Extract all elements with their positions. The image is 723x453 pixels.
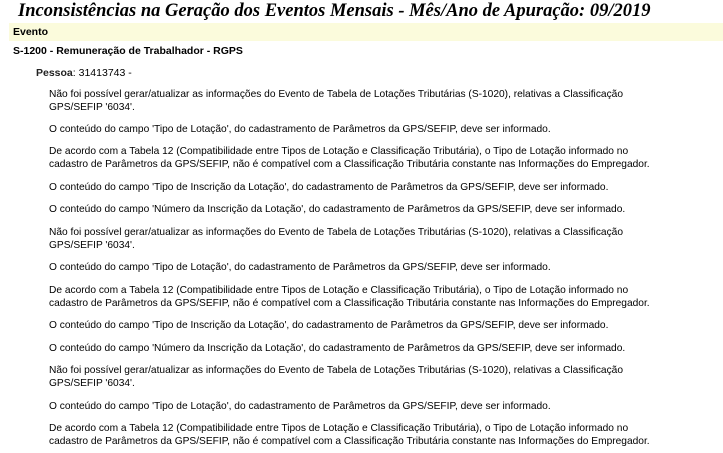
message-line: O conteúdo do campo 'Número da Inscrição da Lotação', do cadastramento de Parâmetros da GPS/SEFIP, deve ser informado. bbox=[49, 204, 626, 215]
message-line: Não foi possível gerar/atualizar as informações do Evento de Tabela de Lotações Tributárias (S-1020), relativas a Classificação bbox=[49, 89, 624, 100]
report-title: Inconsistências na Geração dos Eventos Mensais - Mês/Ano de Apuração: 09/2019 bbox=[18, 1, 651, 21]
pessoa-label: Pessoa bbox=[36, 67, 73, 79]
column-header: Evento bbox=[9, 23, 723, 41]
message-line: De acordo com a Tabela 12 (Compatibilidade entre Tipos de Lotação e Classificação Tributária), o Tipo de Lotação informado no bbox=[49, 423, 629, 434]
message-4 bbox=[49, 182, 714, 195]
event-title: S-1200 - Remuneração de Trabalhador - RGPS bbox=[13, 45, 243, 57]
message-13 bbox=[49, 423, 714, 448]
message-line: Não foi possível gerar/atualizar as informações do Evento de Tabela de Lotações Tributárias (S-1020), relativas a Classificação bbox=[49, 227, 624, 238]
message-line: O conteúdo do campo 'Tipo de Lotação', do cadastramento de Parâmetros da GPS/SEFIP, deve ser informado. bbox=[49, 401, 551, 412]
message-line: GPS/SEFIP '6034'. bbox=[49, 101, 135, 113]
message-line: GPS/SEFIP '6034'. bbox=[49, 239, 135, 251]
message-6 bbox=[49, 227, 714, 252]
message-8 bbox=[49, 285, 714, 310]
message-line: O conteúdo do campo 'Tipo de Inscrição da Lotação', do cadastramento de Parâmetros da GPS/SEFIP, deve ser informado. bbox=[49, 320, 609, 331]
message-line: Não foi possível gerar/atualizar as informações do Evento de Tabela de Lotações Tributárias (S-1020), relativas a Classificação bbox=[49, 365, 624, 376]
message-line: De acordo com a Tabela 12 (Compatibilidade entre Tipos de Lotação e Classificação Tributária), o Tipo de Lotação informado no bbox=[49, 146, 629, 157]
message-line: cadastro de Parâmetros da GPS/SEFIP, não é compatível com a Classificação Tributária constante nas Informações do Empregador. bbox=[49, 158, 650, 170]
message-7 bbox=[49, 262, 714, 275]
pessoa-colon: : bbox=[72, 67, 76, 79]
message-line: O conteúdo do campo 'Tipo de Lotação', do cadastramento de Parâmetros da GPS/SEFIP, deve ser informado. bbox=[49, 262, 551, 273]
pessoa-row bbox=[36, 67, 132, 80]
message-5 bbox=[49, 204, 714, 217]
message-line: GPS/SEFIP '6034'. bbox=[49, 377, 135, 389]
pessoa-value: 31413743 - bbox=[78, 67, 132, 79]
message-line: cadastro de Parâmetros da GPS/SEFIP, não é compatível com a Classificação Tributária constante nas Informações do Empregador. bbox=[49, 297, 650, 309]
message-line: O conteúdo do campo 'Tipo de Lotação', do cadastramento de Parâmetros da GPS/SEFIP, deve ser informado. bbox=[49, 124, 551, 135]
message-10 bbox=[49, 343, 714, 356]
message-2 bbox=[49, 124, 714, 137]
message-11 bbox=[49, 365, 714, 390]
message-12 bbox=[49, 401, 714, 414]
message-9 bbox=[49, 320, 714, 333]
message-1 bbox=[49, 89, 714, 114]
message-line: cadastro de Parâmetros da GPS/SEFIP, não é compatível com a Classificação Tributária constante nas Informações do Empregador. bbox=[49, 435, 650, 447]
message-line: O conteúdo do campo 'Número da Inscrição da Lotação', do cadastramento de Parâmetros da GPS/SEFIP, deve ser informado. bbox=[49, 343, 626, 354]
message-line: De acordo com a Tabela 12 (Compatibilidade entre Tipos de Lotação e Classificação Tributária), o Tipo de Lotação informado no bbox=[49, 285, 629, 296]
message-3 bbox=[49, 146, 714, 171]
message-line: O conteúdo do campo 'Tipo de Inscrição da Lotação', do cadastramento de Parâmetros da GPS/SEFIP, deve ser informado. bbox=[49, 182, 609, 193]
